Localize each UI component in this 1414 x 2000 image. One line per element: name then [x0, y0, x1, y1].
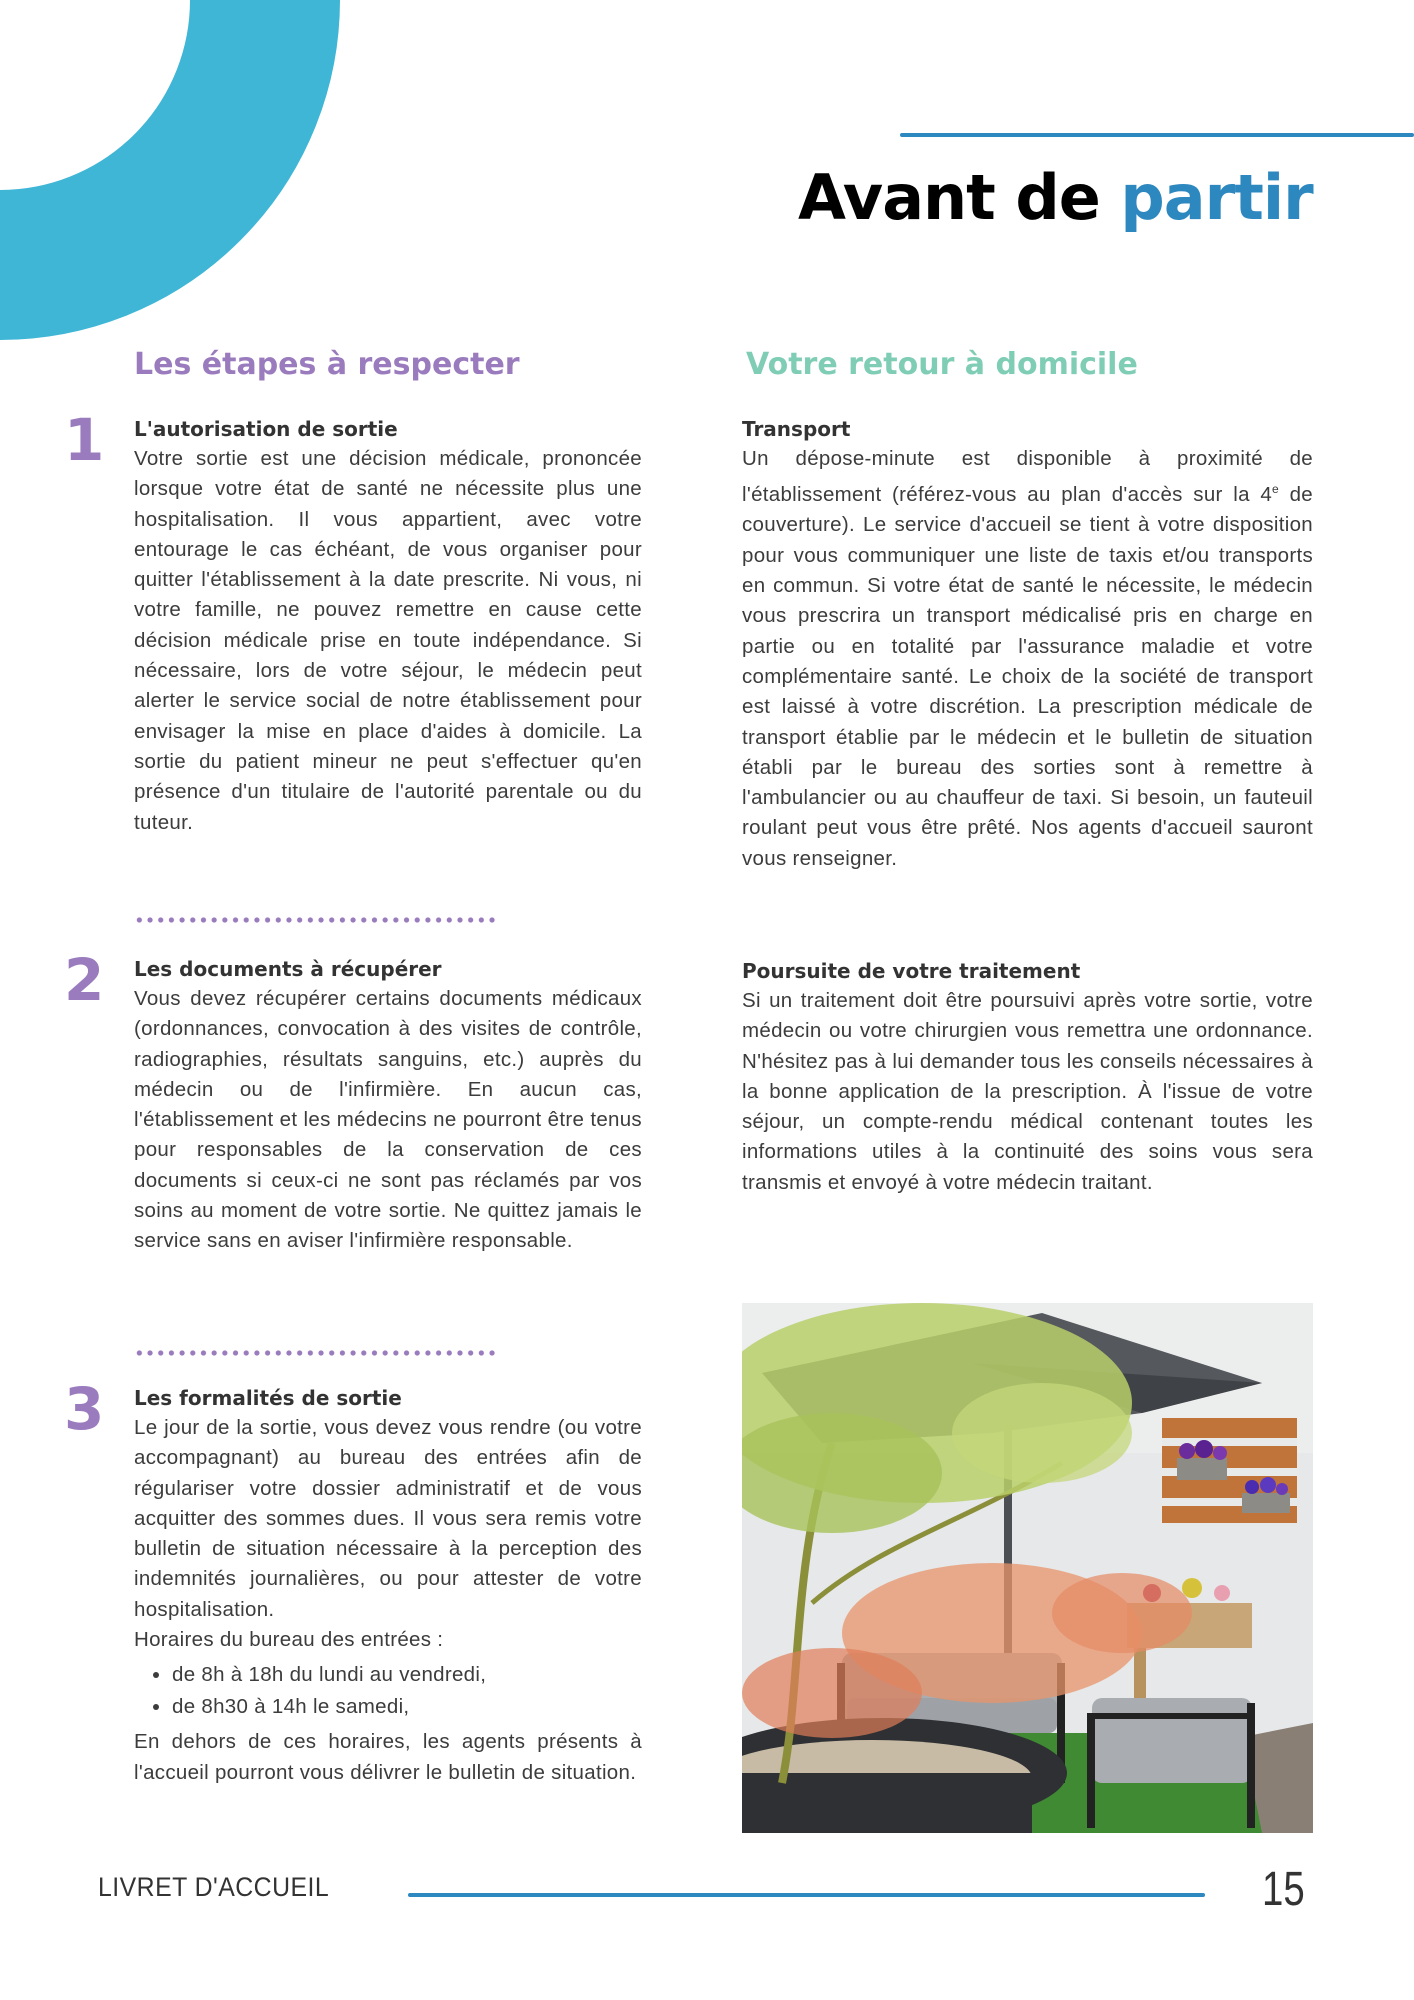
section-text: Un dépose-minute est disponible à proximité de l'établissement (référez-vous au plan d'accès sur la 4e de couverture). Le service d'accueil se tient à votre disposition pour vous communiquer une liste de taxis et/ou transports en commun. Si votre état de santé le nécessite, le médecin vous prescrira un transport médicalisé pris en charge en partie ou en totalité par l'assurance maladie et votre complémentaire santé. Le choix de la société de transport est laissé à votre discrétion. La prescription médicale de transport établie par le médecin et le bulletin de situation établi par le bureau des sorties sont à remettre à l'ambulancier ou au chauffeur de taxi. Si besoin, un fauteuil roulant peut vous être prêté. Nos agents d'accueil sauront vous renseigner. [742, 447, 1313, 870]
terrace-photo [742, 1303, 1313, 1833]
hours-item: • de 8h à 18h du lundi au vendredi, [172, 1659, 642, 1691]
step-title: Les documents à récupérer [134, 957, 442, 981]
step-text: Vous devez récupérer certains documents médicaux (ordonnances, convocation à des visites de contrôle, radiographies, résultats sanguins, etc.) auprès du médecin ou de l'infirmière. En aucun cas, l'établissement et les médecins ne pourront être tenus pour responsables de la conservation de ces documents si ceux-ci ne sont pas réclamés par vos soins au moment de votre sortie. Ne quittez jamais le service sans en aviser l'infirmière responsable. [134, 987, 642, 1253]
section-title: Poursuite de votre traitement [742, 959, 1081, 983]
hours-item: • de 8h30 à 14h le samedi, [172, 1691, 642, 1723]
title-rule [900, 133, 1414, 137]
hours-label: Horaires du bureau des entrées : [134, 1628, 444, 1652]
transport-section [742, 414, 1313, 874]
section-title: Transport [742, 417, 851, 441]
step-title: Les formalités de sortie [134, 1386, 402, 1410]
dotted-separator [134, 1350, 496, 1356]
page-title-main: Avant de [798, 161, 1121, 234]
step-after-text: En dehors de ces horaires, les agents présents à l'accueil pourront vous délivrer le bulletin de situation. [134, 1730, 642, 1784]
step-number: 3 [64, 1375, 105, 1443]
footer-rule [408, 1893, 1205, 1897]
left-column-heading: Les étapes à respecter [134, 347, 520, 382]
page-title [798, 158, 1313, 238]
footer-label: LIVRET D'ACCUEIL [98, 1872, 330, 1902]
step-text: Le jour de la sortie, vous devez vous rendre (ou votre accompagnant) au bureau des entrées afin de régulariser votre dossier administratif et de vous acquitter des sommes dues. Il vous sera remis votre bulletin de situation nécessaire à la perception des indemnités journalières, ou pour attester de votre hospitalisation. [134, 1416, 642, 1621]
decorative-arc [0, 0, 340, 340]
right-column-heading: Votre retour à domicile [746, 347, 1138, 382]
page-title-accent: partir [1120, 161, 1313, 234]
step-title: L'autorisation de sortie [134, 417, 398, 441]
treatment-section [742, 956, 1313, 1198]
step-number: 1 [64, 406, 105, 474]
step-text: Votre sortie est une décision médicale, prononcée lorsque votre état de santé ne nécessite plus une hospitalisation. Il vous appartient, avec votre entourage le cas échéant, de vous organiser pour quitter l'établissement à la date prescrite. Ni vous, ni votre famille, ne pouvez remettre en cause cette décision médicale prise en toute indépendance. Si nécessaire, lors de votre séjour, le médecin peut alerter le service social de notre établissement pour envisager la mise en place d'aides à domicile. La sortie du patient mineur ne peut s'effectuer qu'en présence d'un titulaire de l'autorité parentale ou du tuteur. [134, 447, 642, 834]
hours-list [134, 1659, 642, 1723]
page-number: 15 [1262, 1863, 1305, 1916]
section-text: Si un traitement doit être poursuivi après votre sortie, votre médecin ou votre chirurgien vous remettra une ordonnance. N'hésitez pas à lui demander tous les conseils nécessaires à la bonne application de la prescription. À l'issue de votre séjour, un compte-rendu médical contenant toutes les informations utiles à la continuité des soins vous sera transmis et envoyé à votre médecin traitant. [742, 989, 1313, 1194]
dotted-separator [134, 917, 496, 923]
step-number: 2 [64, 946, 105, 1014]
